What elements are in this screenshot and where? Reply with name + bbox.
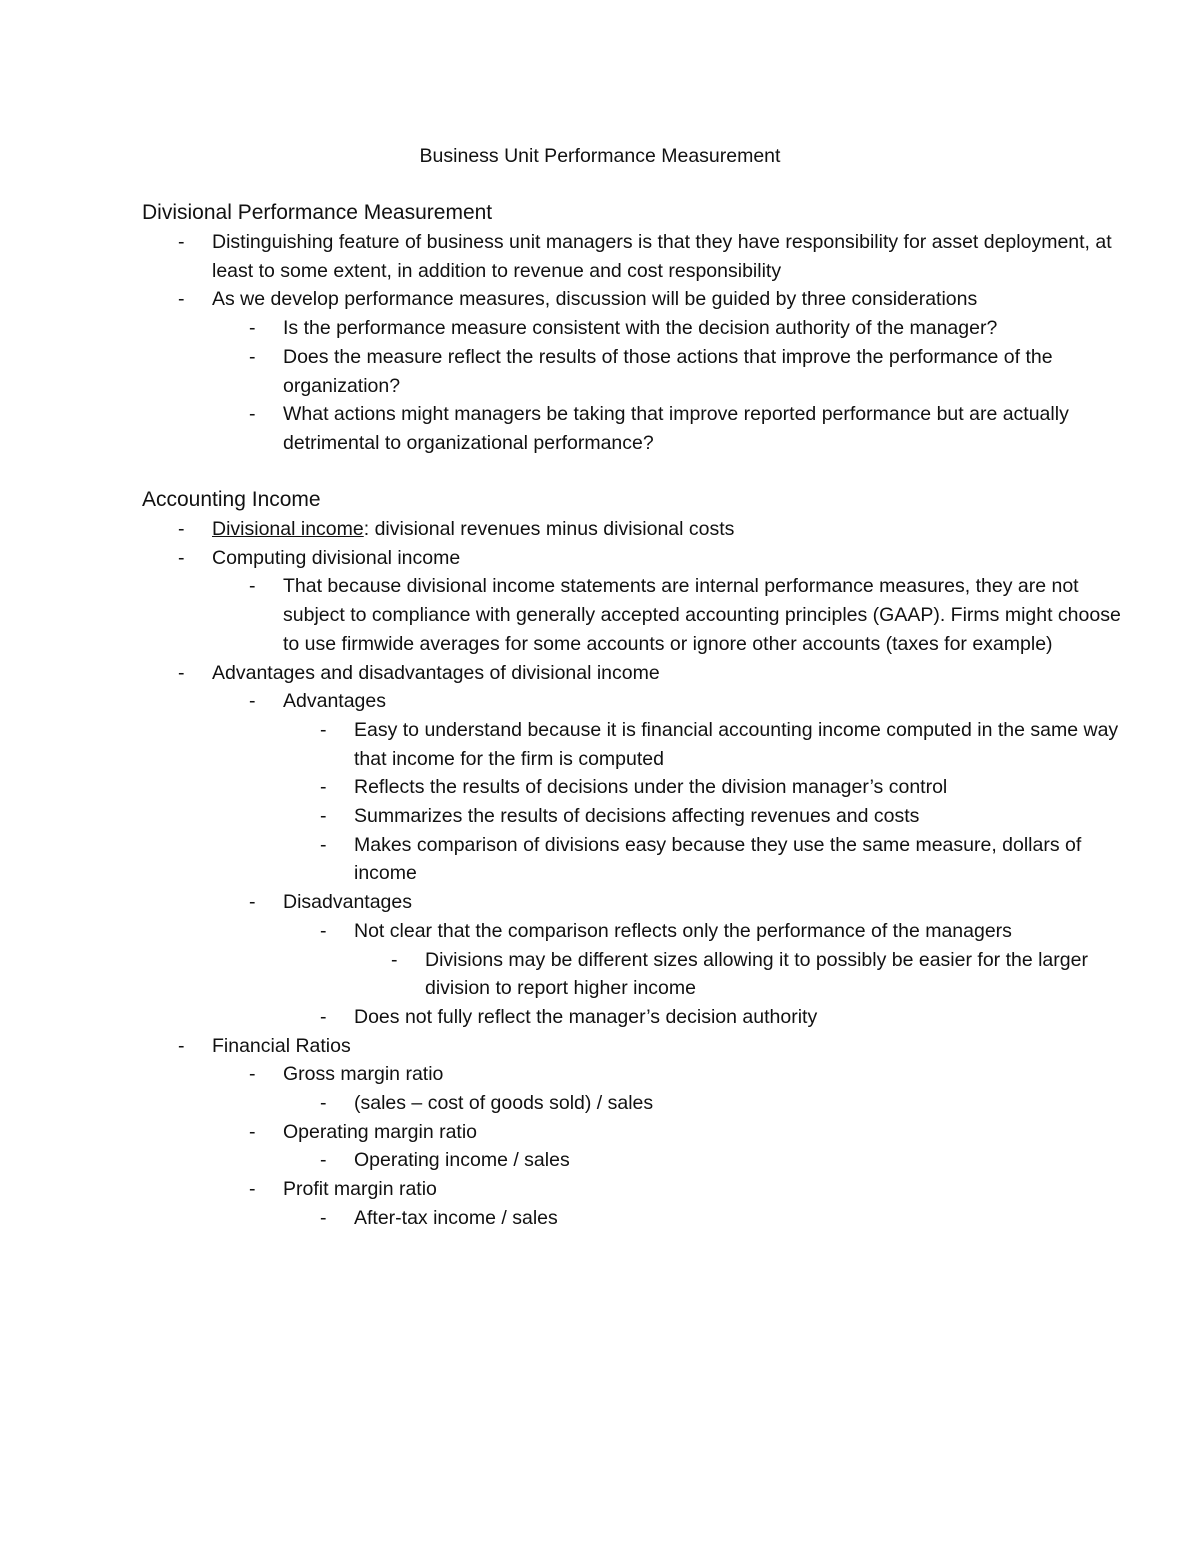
term-definition: : divisional revenues minus divisional costs	[363, 518, 735, 540]
section-accounting-income	[142, 485, 1122, 1233]
list-item-text: Financial Ratios	[212, 1034, 351, 1057]
list-item	[212, 1032, 1122, 1233]
sub-bullet-list	[212, 687, 1122, 1031]
bullet-list	[142, 515, 1122, 1233]
defined-term: Divisional income	[212, 518, 364, 540]
section-heading: Divisional Performance Measurement	[142, 201, 493, 224]
list-item: - Makes comparison of divisions easy because they use the same measure, dollars of income	[354, 831, 1122, 888]
sub-bullet-list	[283, 917, 1122, 1032]
list-item	[212, 659, 1122, 1032]
list-item	[212, 544, 1122, 659]
document-title: Business Unit Performance Measurement	[419, 145, 781, 167]
sub-bullet-list	[354, 946, 1122, 1003]
list-item	[283, 1118, 1122, 1175]
list-item	[354, 917, 1122, 1003]
sub-bullet-list	[283, 716, 1122, 888]
list-item	[283, 1060, 1122, 1117]
list-item: - Divisions may be different sizes allowing it to possibly be easier for the larger division to report higher income	[425, 946, 1122, 1003]
list-item	[212, 515, 1122, 544]
sub-bullet-list	[283, 1089, 1122, 1118]
list-item-text: Disadvantages	[283, 891, 412, 914]
ratio-label: Gross margin ratio	[283, 1063, 444, 1086]
list-item	[283, 888, 1122, 1032]
list-item-text: Advantages and disadvantages of divisional income	[212, 661, 660, 684]
list-item: - That because divisional income statements are internal performance measures, they are not subject to compliance with generally accepted accounting principles (GAAP). Firms might choose to use firmwide averages for some accounts or ignore other accounts (taxes for example)	[283, 572, 1122, 658]
list-item: - Easy to understand because it is financial accounting income computed in the same way that income for the firm is computed	[354, 716, 1122, 773]
sub-bullet-list	[212, 1060, 1122, 1232]
section-divisional-performance	[142, 198, 1122, 458]
ratio-formula: - After-tax income / sales	[354, 1204, 1122, 1233]
bullet-list	[142, 228, 1122, 458]
ratio-label: Profit margin ratio	[283, 1178, 437, 1201]
list-item	[283, 1175, 1122, 1232]
list-item: - Summarizes the results of decisions affecting revenues and costs	[354, 802, 1122, 831]
list-item: - Does the measure reflect the results of those actions that improve the performance of the organization?	[283, 343, 1122, 400]
ratio-formula: - Operating income / sales	[354, 1146, 1122, 1175]
list-item-text: Computing divisional income	[212, 546, 461, 569]
sub-bullet-list	[283, 1204, 1122, 1233]
list-item	[212, 285, 1122, 457]
ratio-label: Operating margin ratio	[283, 1120, 478, 1143]
list-item-text: Advantages	[283, 690, 386, 713]
sub-bullet-list	[212, 572, 1122, 658]
list-item-text: Not clear that the comparison reflects only the performance of the managers	[354, 919, 1012, 942]
list-item-text: As we develop performance measures, discussion will be guided by three considerations	[212, 288, 978, 311]
list-item: - What actions might managers be taking that improve reported performance but are actually detrimental to organizational performance?	[283, 400, 1122, 457]
list-item: - Reflects the results of decisions under the division manager’s control	[354, 773, 1122, 802]
list-item: - Does not fully reflect the manager’s decision authority	[354, 1003, 1122, 1032]
list-item	[283, 687, 1122, 888]
sub-bullet-list	[283, 1146, 1122, 1175]
sub-bullet-list	[212, 314, 1122, 458]
ratio-formula: - (sales – cost of goods sold) / sales	[354, 1089, 1122, 1118]
section-heading: Accounting Income	[142, 488, 321, 511]
list-item: - Distinguishing feature of business unit managers is that they have responsibility for asset deployment, at least to some extent, in addition to revenue and cost responsibility	[212, 228, 1122, 285]
list-item: - Is the performance measure consistent with the decision authority of the manager?	[283, 314, 1122, 343]
